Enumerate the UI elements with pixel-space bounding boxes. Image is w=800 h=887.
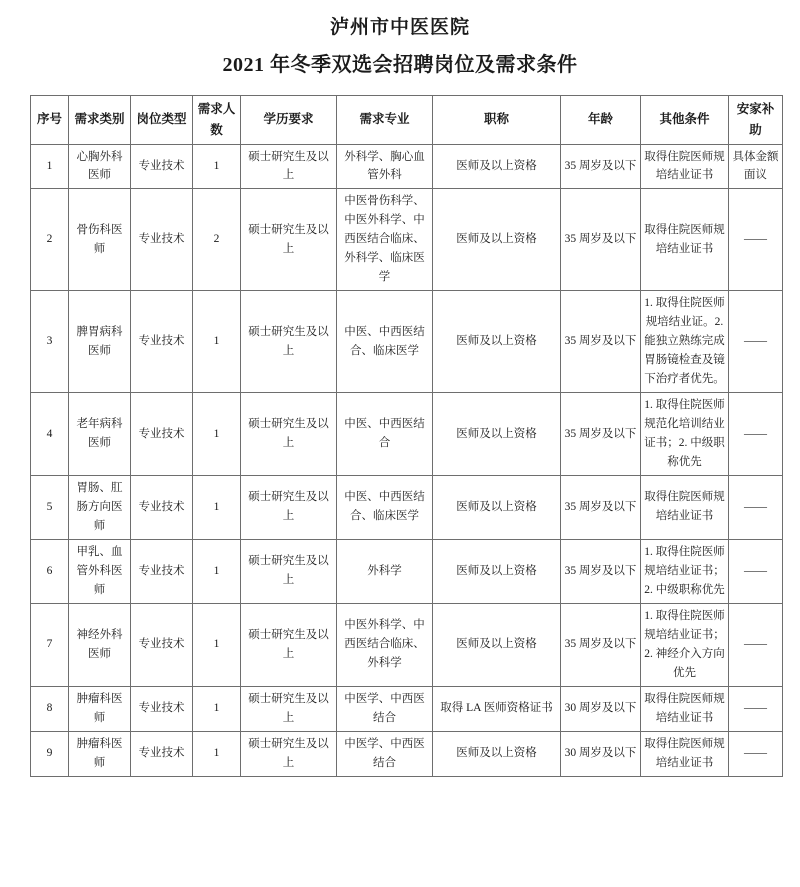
document-title-block [0,0,800,81]
table-row [31,731,783,776]
cell-subsidy: 具体金额面议 [729,144,783,189]
cell-post-type: 专业技术 [131,731,193,776]
cell-subsidy: —— [729,393,783,476]
cell-education: 硕士研究生及以上 [241,476,337,540]
cell-subsidy: —— [729,539,783,603]
cell-no: 8 [31,686,69,731]
cell-other: 1. 取得住院医师规培结业证。2. 能独立熟练完成胃肠镜检查及镜下治疗者优先。 [641,291,729,393]
cell-other: 1. 取得住院医师规培结业证书；2. 中级职称优先 [641,539,729,603]
cell-count: 1 [193,476,241,540]
cell-count: 2 [193,189,241,291]
column-header-other: 其他条件 [641,95,729,144]
cell-education: 硕士研究生及以上 [241,393,337,476]
table-row [31,144,783,189]
column-header-post-type: 岗位类型 [131,95,193,144]
page-title: 2021 年冬季双选会招聘岗位及需求条件 [222,53,578,76]
cell-no: 5 [31,476,69,540]
cell-no: 3 [31,291,69,393]
cell-education: 硕士研究生及以上 [241,539,337,603]
cell-category: 肿瘤科医师 [69,686,131,731]
cell-title: 医师及以上资格 [433,144,561,189]
cell-post-type: 专业技术 [131,189,193,291]
cell-post-type: 专业技术 [131,476,193,540]
column-header-title: 职称 [433,95,561,144]
cell-other: 1. 取得住院医师规培结业证书；2. 神经介入方向优先 [641,603,729,686]
cell-title: 医师及以上资格 [433,291,561,393]
cell-other: 取得住院医师规培结业证书 [641,731,729,776]
cell-category: 甲乳、血管外科医师 [69,539,131,603]
cell-no: 4 [31,393,69,476]
cell-major: 外科学、胸心血管外科 [337,144,433,189]
cell-major: 中医学、中西医结合 [337,731,433,776]
cell-category: 老年病科医师 [69,393,131,476]
cell-post-type: 专业技术 [131,144,193,189]
cell-no: 1 [31,144,69,189]
cell-education: 硕士研究生及以上 [241,686,337,731]
cell-count: 1 [193,393,241,476]
recruitment-table [30,95,783,777]
organization-title: 泸州市中医医院 [329,17,470,38]
column-header-age: 年龄 [561,95,641,144]
cell-other: 取得住院医师规培结业证书 [641,686,729,731]
cell-post-type: 专业技术 [131,686,193,731]
cell-no: 7 [31,603,69,686]
cell-title: 医师及以上资格 [433,189,561,291]
cell-no: 2 [31,189,69,291]
cell-age: 35 周岁及以下 [561,189,641,291]
table-row [31,393,783,476]
cell-subsidy: —— [729,476,783,540]
cell-category: 神经外科医师 [69,603,131,686]
cell-major: 中医、中西医结合、临床医学 [337,291,433,393]
cell-age: 35 周岁及以下 [561,291,641,393]
cell-subsidy: —— [729,731,783,776]
cell-age: 35 周岁及以下 [561,603,641,686]
cell-count: 1 [193,539,241,603]
column-header-education: 学历要求 [241,95,337,144]
table-row [31,603,783,686]
cell-age: 30 周岁及以下 [561,731,641,776]
cell-major: 中医骨伤科学、中医外科学、中西医结合临床、外科学、临床医学 [337,189,433,291]
cell-education: 硕士研究生及以上 [241,144,337,189]
cell-count: 1 [193,291,241,393]
column-header-category: 需求类别 [69,95,131,144]
table-row [31,686,783,731]
column-header-no: 序号 [31,95,69,144]
cell-age: 30 周岁及以下 [561,686,641,731]
cell-count: 1 [193,603,241,686]
cell-count: 1 [193,144,241,189]
cell-category: 骨伤科医师 [69,189,131,291]
cell-other: 取得住院医师规培结业证书 [641,476,729,540]
cell-post-type: 专业技术 [131,539,193,603]
cell-title: 医师及以上资格 [433,731,561,776]
cell-other: 取得住院医师规培结业证书 [641,189,729,291]
recruitment-table-container [30,95,779,777]
cell-major: 中医外科学、中西医结合临床、外科学 [337,603,433,686]
cell-no: 6 [31,539,69,603]
cell-title: 医师及以上资格 [433,603,561,686]
table-row [31,189,783,291]
cell-category: 脾胃病科医师 [69,291,131,393]
table-header [31,95,783,144]
cell-age: 35 周岁及以下 [561,393,641,476]
cell-education: 硕士研究生及以上 [241,731,337,776]
table-row [31,291,783,393]
cell-subsidy: —— [729,189,783,291]
cell-other: 取得住院医师规培结业证书 [641,144,729,189]
table-row [31,539,783,603]
cell-category: 肿瘤科医师 [69,731,131,776]
cell-count: 1 [193,731,241,776]
cell-age: 35 周岁及以下 [561,539,641,603]
column-header-major: 需求专业 [337,95,433,144]
cell-subsidy: —— [729,686,783,731]
column-header-subsidy: 安家补助 [729,95,783,144]
column-header-count: 需求人数 [193,95,241,144]
table-row [31,476,783,540]
cell-age: 35 周岁及以下 [561,144,641,189]
cell-education: 硕士研究生及以上 [241,603,337,686]
cell-major: 外科学 [337,539,433,603]
cell-count: 1 [193,686,241,731]
table-header-row [31,95,783,144]
cell-title: 医师及以上资格 [433,476,561,540]
cell-age: 35 周岁及以下 [561,476,641,540]
cell-no: 9 [31,731,69,776]
cell-post-type: 专业技术 [131,393,193,476]
cell-post-type: 专业技术 [131,603,193,686]
cell-title: 医师及以上资格 [433,393,561,476]
cell-post-type: 专业技术 [131,291,193,393]
cell-major: 中医、中西医结合、临床医学 [337,476,433,540]
cell-subsidy: —— [729,291,783,393]
cell-title: 取得 LA 医师资格证书 [433,686,561,731]
cell-major: 中医学、中西医结合 [337,686,433,731]
cell-category: 心胸外科医师 [69,144,131,189]
table-body [31,144,783,776]
cell-education: 硕士研究生及以上 [241,291,337,393]
cell-major: 中医、中西医结合 [337,393,433,476]
cell-education: 硕士研究生及以上 [241,189,337,291]
cell-category: 胃肠、肛肠方向医师 [69,476,131,540]
cell-other: 1. 取得住院医师规范化培训结业证书；2. 中级职称优先 [641,393,729,476]
cell-subsidy: —— [729,603,783,686]
cell-title: 医师及以上资格 [433,539,561,603]
